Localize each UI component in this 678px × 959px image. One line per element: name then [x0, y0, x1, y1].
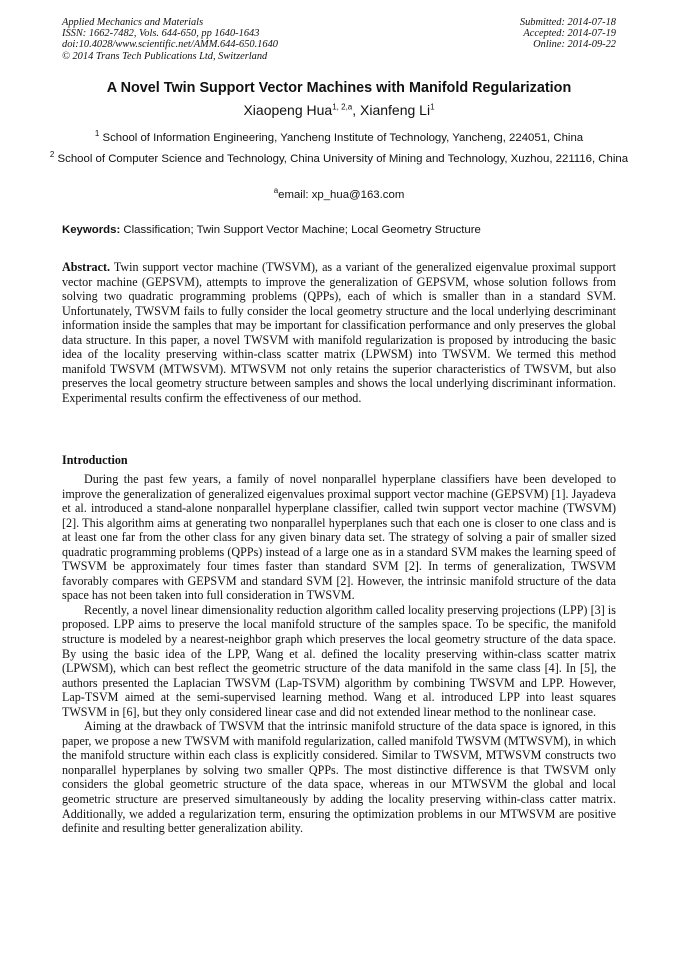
affiliation-mark: 2 [49, 150, 55, 160]
journal-header [62, 17, 278, 62]
paragraph: During the past few years, a family of novel nonparallel hyperplane classifiers have been developed to improve the generalization of generalized eigenvalues proximal support vector machine (GEPSVM) [1]. Jayadeva et al. introduced a stand-alone nonparallel hyperplane classifier, called twin support vector machine (TWSVM) [2]. This algorithm aims at generating two nonparallel hyperplanes such that each one is closer to one class and is at least one far from the other class for any given binary data set. The strategy of solving a pair of smaller sized quadratic programming problems (QPPs) instead of a large one as in a standard SVM makes the learning speed of TWSVM be approximately four times faster than standard SVM [2]. In terms of generalization, TWSVM favorably compares with GEPSVM and standard SVM [2]. However, the intrinsic manifold structure of the data space has not been taken into full consideration in TWSVM. [62, 472, 616, 603]
keywords [62, 223, 616, 238]
affiliation-mark: 1 [94, 129, 100, 139]
abstract-text: Twin support vector machine (TWSVM), as a variant of the generalized eigenvalue proximal support vector machine (GEPSVM), attempts to improve the generalization of GEPSVM, whose solution follows from solving two quadratic programming problems (QPPs), each of which is smaller than in a standard SVM. Unfortunately, TWSVM fails to fully consider the local geometry structure and the local underlying descriminant information inside the samples that may be important for classification performance and only preserves the global data structure. In this paper, a novel TWSVM with manifold regularization is proposed by introducing the basic idea of the locality preserving within-class scatter matrix (LPWSM) into TWSVM. We termed this method manifold TWSVM (MTWSVM). MTWSVM not only retains the superior characteristics of TWSVM, but also preserves the local geometry structure between samples and shows the local underlying discriminant information. Experimental results confirm the effectiveness of our method. [62, 260, 616, 405]
submitted-date: Submitted: 2014-07-18 [519, 17, 616, 28]
author-affiliation-mark: 1, 2,a [332, 102, 353, 112]
email-mark: a [273, 186, 279, 196]
author-name: Xiaopeng Hua [243, 102, 333, 118]
issn-line: ISSN: 1662-7482, Vols. 644-650, pp 1640-1643 [62, 28, 260, 40]
affiliation-text: School of Information Engineering, Yancheng Institute of Technology, Yancheng, 224051, China [99, 132, 584, 144]
keywords-label: Keywords: [62, 224, 121, 236]
section-heading: Introduction [62, 453, 128, 467]
author-list [40, 102, 638, 118]
doi-line: doi:10.4028/www.scientific.net/AMM.644-650.1640 [62, 39, 278, 51]
dates-header [520, 17, 616, 51]
introduction-body [62, 472, 616, 836]
copyright-line: © 2014 Trans Tech Publications Ltd, Switzerland [62, 50, 268, 62]
affiliation-1 [40, 131, 638, 147]
keywords-text: Classification; Twin Support Vector Machine; Local Geometry Structure [120, 224, 481, 236]
abstract-label: Abstract. [62, 260, 111, 274]
paper-title: A Novel Twin Support Vector Machines with Manifold Regularization [106, 80, 572, 96]
journal-name: Applied Mechanics and Materials [62, 17, 204, 28]
author-affiliation-mark: 1 [430, 102, 435, 112]
paragraph: Recently, a novel linear dimensionality reduction algorithm called locality preserving projections (LPP) [3] is proposed. LPP aims to preserve the local manifold structure of the samples space. To be specific, the manifold structure is modeled by a nearest-neighbor graph which preserves the local geometry structure of the data space. By using the basic idea of the LPP, Wang et al. defined the locality preserving within-class scatter matrix (LPWSM), which can best reflect the geometric structure of the data manifold in the same class [4]. In [5], the authors presented the Laplacian TWSVM (Lap-TSVM) algorithm by combining TWSVM and LPP. However, Lap-TSVM aimed at the semi-supervised learning method. Wang et al. introduced LPP into least squares TWSVM in [6], but they only considered linear case and did not extended linear method to the nonlinear case. [62, 602, 616, 719]
email-text: email: xp_hua@163.com [278, 189, 405, 201]
online-date: Online: 2014-09-22 [533, 39, 616, 51]
paragraph: Aiming at the drawback of TWSVM that the intrinsic manifold structure of the data space is ignored, in this paper, we propose a new TWSVM with manifold regularization, called manifold TWSVM (MTWSVM), in which the manifold structure within each class is explicitly considered. Similar to TWSVM, MTWSVM constructs two nonparallel hyperplanes by solving two smaller QPPs. The most distinctive difference is that TWSVM only considers the global geometric structure of the data space, whereas in our MTWSVM the global and local geometric structure are preserved simultaneously by adding the locality preserving within-class catter matrix. Additionally, we added a regularization term, ensuring the optimization problems in our MTWSVM are positive definite and resulting better generalization ability. [62, 719, 616, 836]
accepted-date: Accepted: 2014-07-19 [523, 28, 616, 40]
affiliation-2 [40, 152, 638, 168]
affiliation-text: School of Computer Science and Technology, China University of Mining and Technology, Xuzhou, 221116, China [54, 153, 629, 165]
abstract [62, 260, 616, 405]
contact-email [40, 188, 638, 204]
author-separator: , [352, 102, 361, 118]
author-name: Xianfeng Li [360, 102, 431, 118]
